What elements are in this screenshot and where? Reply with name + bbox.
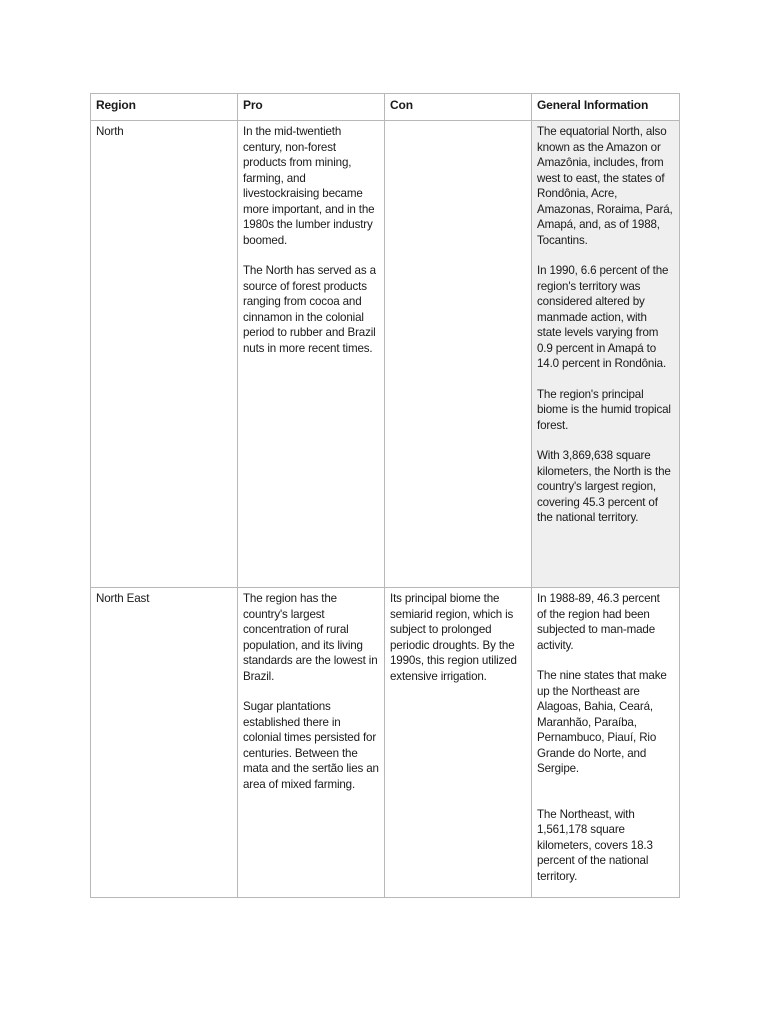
cell-con-north-east bbox=[385, 588, 532, 898]
paragraph: The region's principal biome is the humid tropical forest. bbox=[537, 387, 671, 432]
paragraph: In 1988-89, 46.3 percent of the region had been subjected to man-made activity. bbox=[537, 592, 660, 652]
regions-table bbox=[90, 93, 680, 898]
table-header-row bbox=[91, 94, 680, 121]
cell-region-north-east: North East bbox=[91, 588, 238, 898]
paragraph: Sugar plantations established there in colonial times persisted for centuries. Between the mata and the sertão lies an area of mixed farming. bbox=[243, 700, 379, 791]
cell-con-north bbox=[385, 121, 532, 588]
table-row bbox=[91, 121, 680, 588]
paragraph: Its principal biome the semiarid region, which is subject to prolonged periodic droughts. By the 1990s, this region utilized extensive irrigation. bbox=[390, 592, 517, 683]
header-general-information: General Information bbox=[532, 94, 680, 121]
header-pro: Pro bbox=[238, 94, 385, 121]
header-region: Region bbox=[91, 94, 238, 121]
table-row bbox=[91, 588, 680, 898]
cell-region-north: North bbox=[91, 121, 238, 588]
paragraph: In the mid-twentieth century, non-forest products from mining, farming, and livestockraising became more important, and in the 1980s the lumber industry boomed. bbox=[243, 125, 375, 247]
cell-pro-north-east bbox=[238, 588, 385, 898]
cell-pro-north bbox=[238, 121, 385, 588]
paragraph: The region has the country's largest concentration of rural population, and its living standards are the lowest in Brazil. bbox=[243, 592, 378, 683]
paragraph: The nine states that make up the Northeast are Alagoas, Bahia, Ceará, Maranhão, Paraíba, Pernambuco, Piauí, Rio Grande do Norte, and Sergipe. bbox=[537, 669, 667, 775]
cell-info-north bbox=[532, 121, 680, 588]
paragraph: The equatorial North, also known as the Amazon or Amazônia, includes, from west to east, the states of Rondônia, Acre, Amazonas, Roraima, Pará, Amapá, and, as of 1988, Tocantins. bbox=[537, 125, 673, 247]
paragraph: In 1990, 6.6 percent of the region's territory was considered altered by manmade action, with state levels varying from 0.9 percent in Amapá to 14.0 percent in Rondônia. bbox=[537, 264, 669, 370]
paragraph: The Northeast, with 1,561,178 square kilometers, covers 18.3 percent of the national territory. bbox=[537, 807, 653, 883]
cell-info-north-east bbox=[532, 588, 680, 898]
paragraph: The North has served as a source of forest products ranging from cocoa and cinnamon in the colonial period to rubber and Brazil nuts in more recent times. bbox=[243, 264, 376, 355]
header-con: Con bbox=[385, 94, 532, 121]
paragraph: With 3,869,638 square kilometers, the North is the country's largest region, covering 45.3 percent of the national territory. bbox=[537, 449, 671, 524]
